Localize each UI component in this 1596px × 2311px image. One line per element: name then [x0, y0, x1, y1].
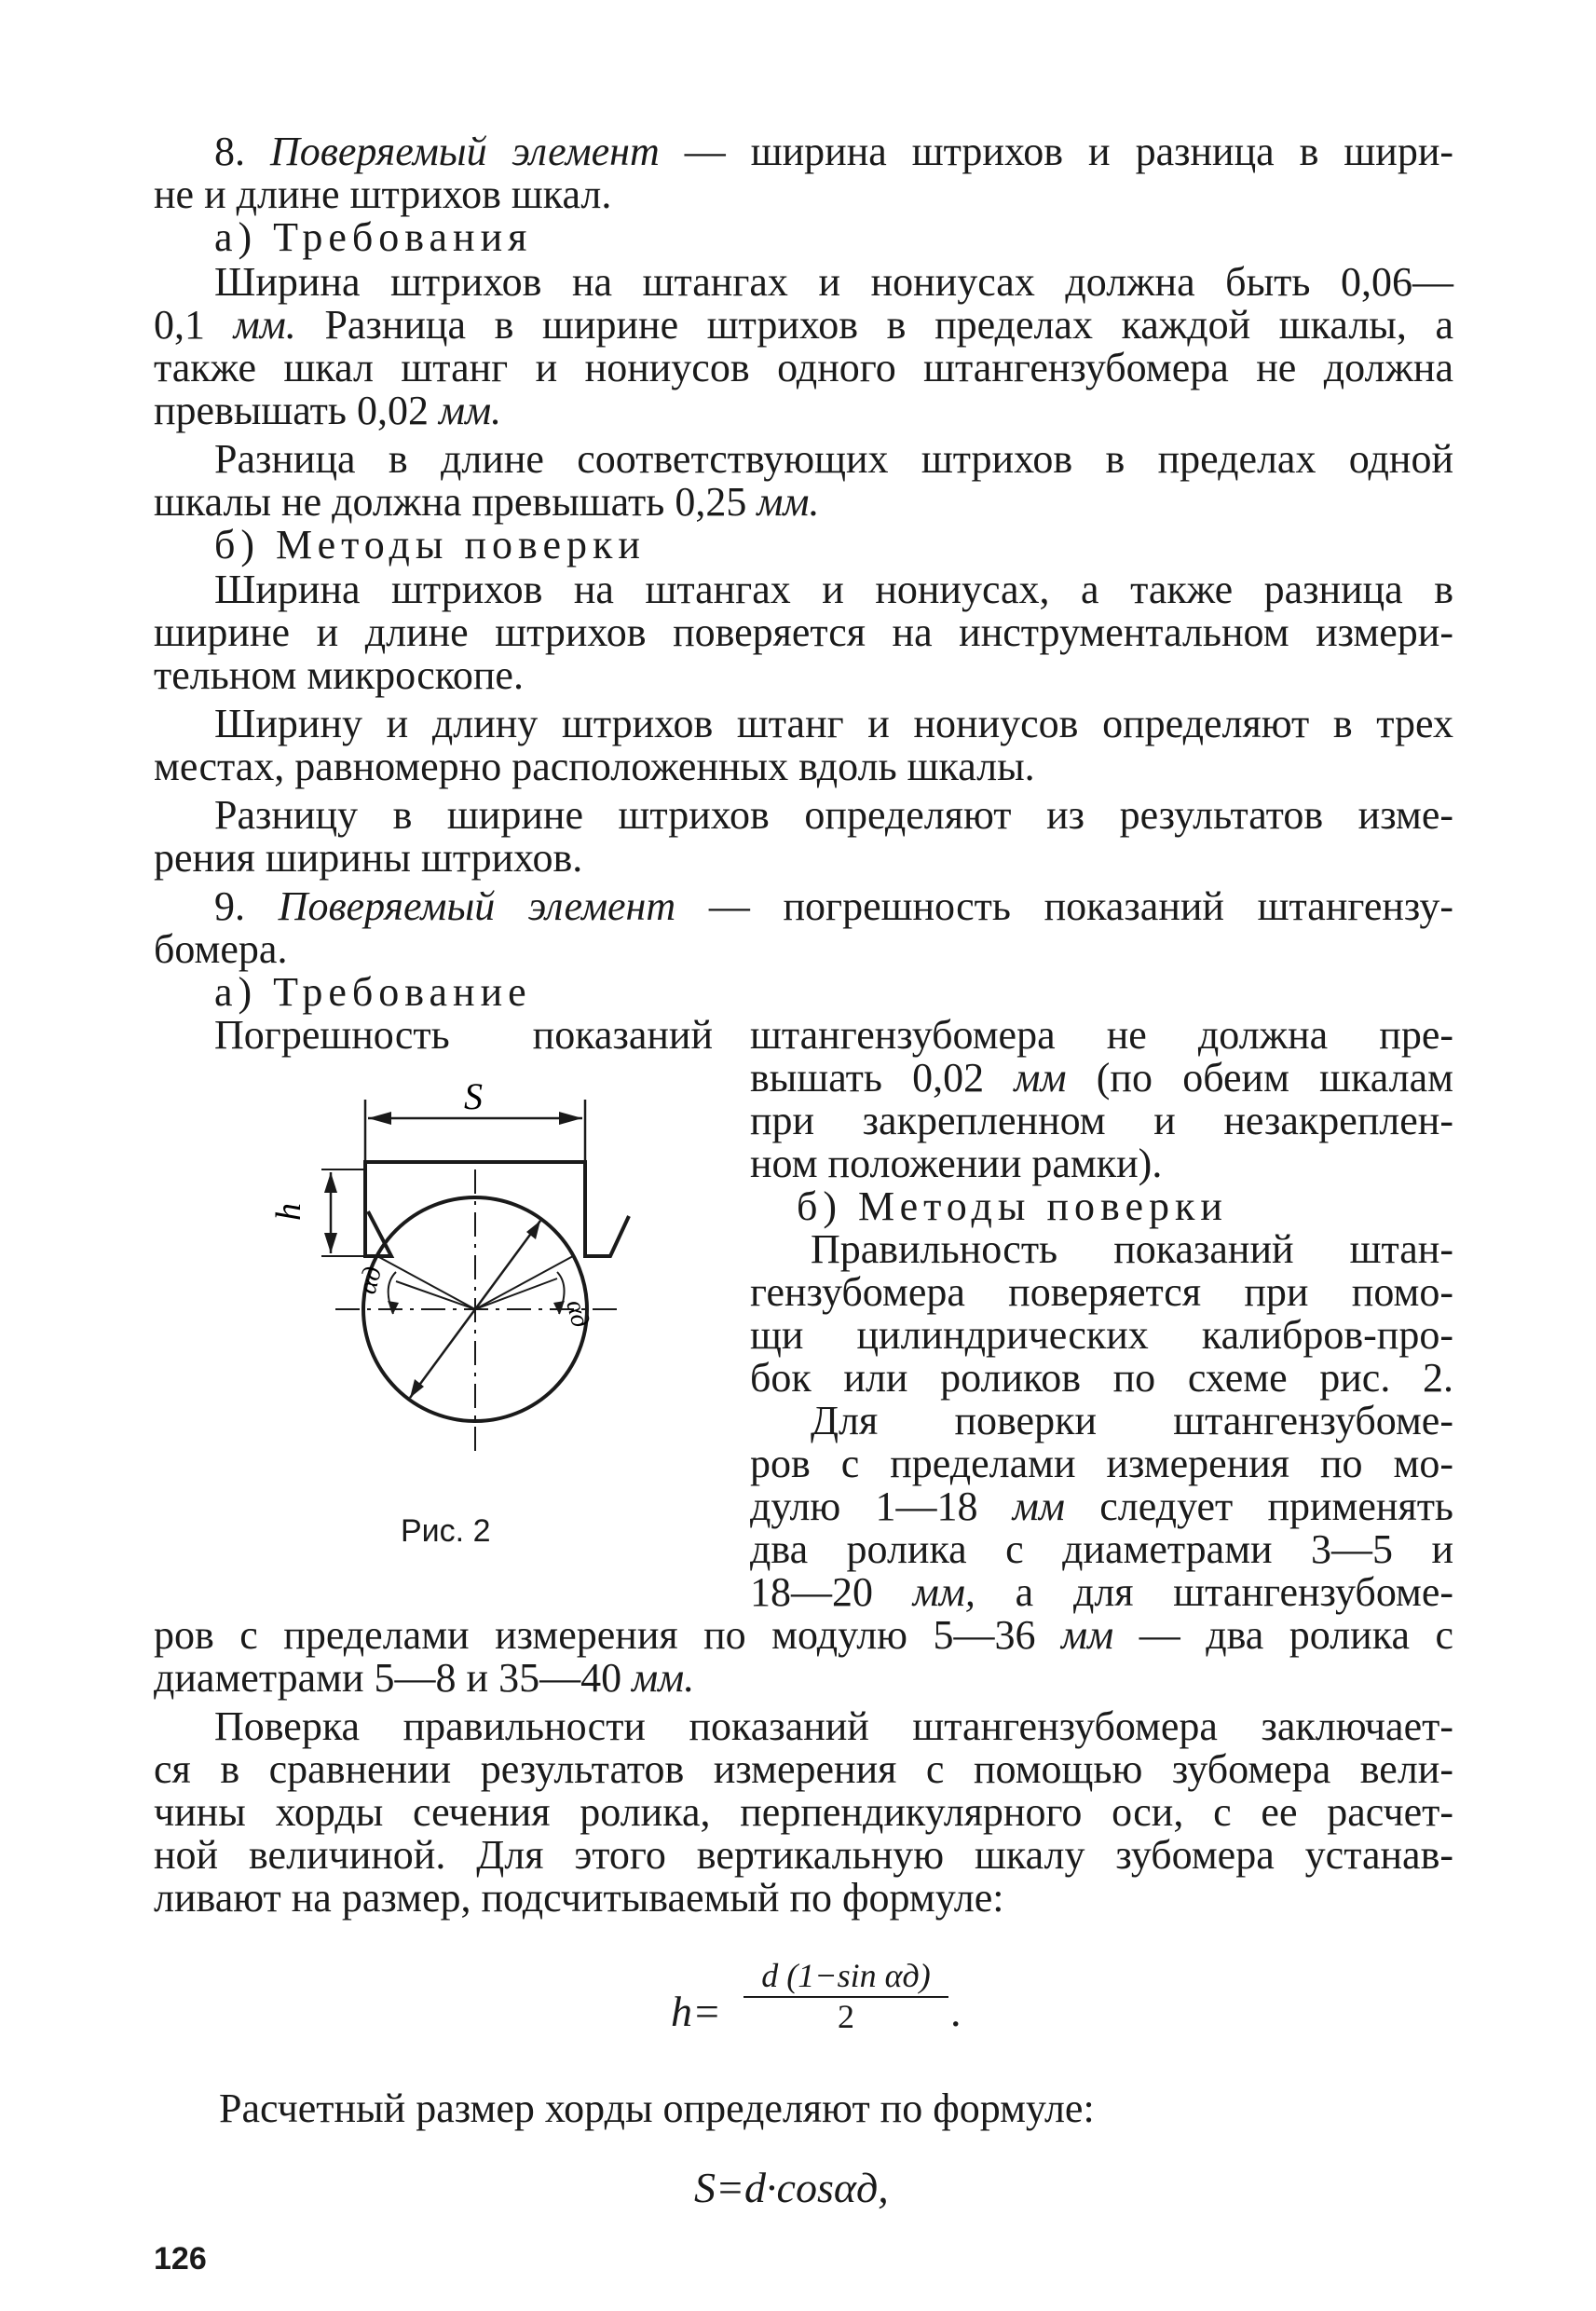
text-line: 8. Поверяемый элемент — ширина штрихов и разница в шири-: [214, 129, 1454, 174]
text-line: ров с пределами измерения по мо-: [750, 1441, 1453, 1486]
text-line: 0,1 мм. Разница в ширине штрихов в пределах каждой шкалы, а: [154, 302, 1453, 348]
text-line: превышать 0,02 мм.: [154, 388, 502, 433]
text-line: бок или роликов по схеме рис. 2.: [750, 1355, 1453, 1401]
text-line: рения ширины штрихов.: [154, 835, 583, 881]
text-line: Ширину и длину штрихов штанг и нониусов определяют в трех: [214, 701, 1453, 746]
text-line: 9. Поверяемый элемент — погрешность показаний штангензу-: [214, 883, 1454, 929]
label-h: h: [269, 1203, 308, 1221]
subheading: а) Требования: [214, 214, 533, 260]
text-line: два ролика с диаметрами 3—5 и: [750, 1526, 1453, 1572]
text-line: Расчетный размер хорды определяют по формуле:: [219, 2085, 1095, 2131]
formula-h-denominator: 2: [838, 1998, 854, 2035]
text-line: ширине и длине штрихов поверяется на инструментальном измери-: [154, 609, 1453, 655]
text-line: местах, равномерно расположенных вдоль шкалы.: [154, 744, 1035, 789]
text-line: вышать 0,02 мм (по обеим шкалам: [750, 1055, 1454, 1101]
figure-caption: Рис. 2: [401, 1513, 491, 1549]
h-arrow-top: [324, 1172, 337, 1193]
text-line: Погрешность показаний: [214, 1012, 713, 1058]
formula-h: [671, 1957, 969, 2050]
right-jaw-ledge: [585, 1216, 629, 1256]
text-line: Ширина штрихов на штангах и нониусах, а также разница в: [214, 567, 1453, 612]
text-line: ной величиной. Для этого вертикальную шкалу зубомера устанав-: [154, 1832, 1453, 1878]
formula-h-lhs: h=: [671, 1988, 722, 2035]
text-line: гензубомера поверяется при помо-: [750, 1269, 1453, 1315]
left-jaw-ledge: [365, 1211, 391, 1256]
text-line: также шкал штанг и нониусов одного штангензубомера не должна: [154, 345, 1453, 390]
formula-h-numerator: d (1−sin αд): [743, 1957, 948, 1998]
page-number: 126: [154, 2241, 207, 2277]
text-line: Правильность показаний штан-: [811, 1226, 1453, 1272]
text-line: щи цилиндрических калибров-про-: [750, 1312, 1453, 1358]
formula-h-end: .: [950, 1988, 962, 2035]
text-line: Разницу в ширине штрихов определяют из результатов изме-: [214, 792, 1453, 838]
text-line: Для поверки штангензубоме-: [811, 1398, 1453, 1443]
formula-s: S=d·cosαд,: [694, 2164, 889, 2211]
label-alpha-right: αд: [560, 1296, 595, 1331]
text-line: ров с пределами измерения по модулю 5—36 мм — два ролика с: [154, 1612, 1453, 1658]
radius-right: [475, 1256, 573, 1309]
text-line: Поверка правильности показаний штангензубомера заключает-: [214, 1703, 1453, 1749]
caliper-roller-diagram: [214, 1081, 708, 1482]
normal-left: [396, 1281, 475, 1309]
text-line: не и длине штрихов шкал.: [154, 171, 612, 217]
text-line: штангензубомера не должна пре-: [750, 1012, 1453, 1058]
text-line: 18—20 мм, а для штангензубоме-: [750, 1569, 1453, 1615]
text-line: Ширина штрихов на штангах и нониусах должна быть 0,06—: [214, 259, 1453, 305]
label-alpha-left: αд: [352, 1263, 389, 1297]
subheading: б) Методы поверки: [214, 522, 646, 567]
formula-h-fraction: [743, 1957, 948, 2035]
text-line: ливают на размер, подсчитываемый по формуле:: [154, 1875, 1004, 1921]
label-s: S: [464, 1081, 483, 1117]
text-line: ном положении рамки).: [750, 1141, 1163, 1186]
h-arrow-bottom: [324, 1233, 337, 1253]
text-line: ся в сравнении результатов измерения с помощью зубомера вели-: [154, 1746, 1453, 1792]
text-line: шкалы не должна превышать 0,25 мм.: [154, 479, 820, 525]
radius-left: [377, 1256, 475, 1309]
text-line: при закрепленном и незакреплен-: [750, 1098, 1453, 1143]
text-line: Разница в длине соответствующих штрихов в пределах одной: [214, 436, 1453, 482]
subheading: б) Методы поверки: [797, 1183, 1228, 1229]
angle-arrow-left: [388, 1301, 399, 1314]
text-line: чины хорды сечения ролика, перпендикулярного оси, с ее расчет-: [154, 1789, 1453, 1835]
s-arrow-right: [559, 1112, 582, 1125]
s-arrow-left: [368, 1112, 391, 1125]
text-line: диаметрами 5—8 и 35—40 мм.: [154, 1655, 695, 1701]
subheading: а) Требование: [214, 969, 532, 1015]
text-line: дулю 1—18 мм следует применять: [750, 1484, 1453, 1529]
text-line: тельном микроскопе.: [154, 652, 524, 698]
text-line: бомера.: [154, 926, 288, 972]
